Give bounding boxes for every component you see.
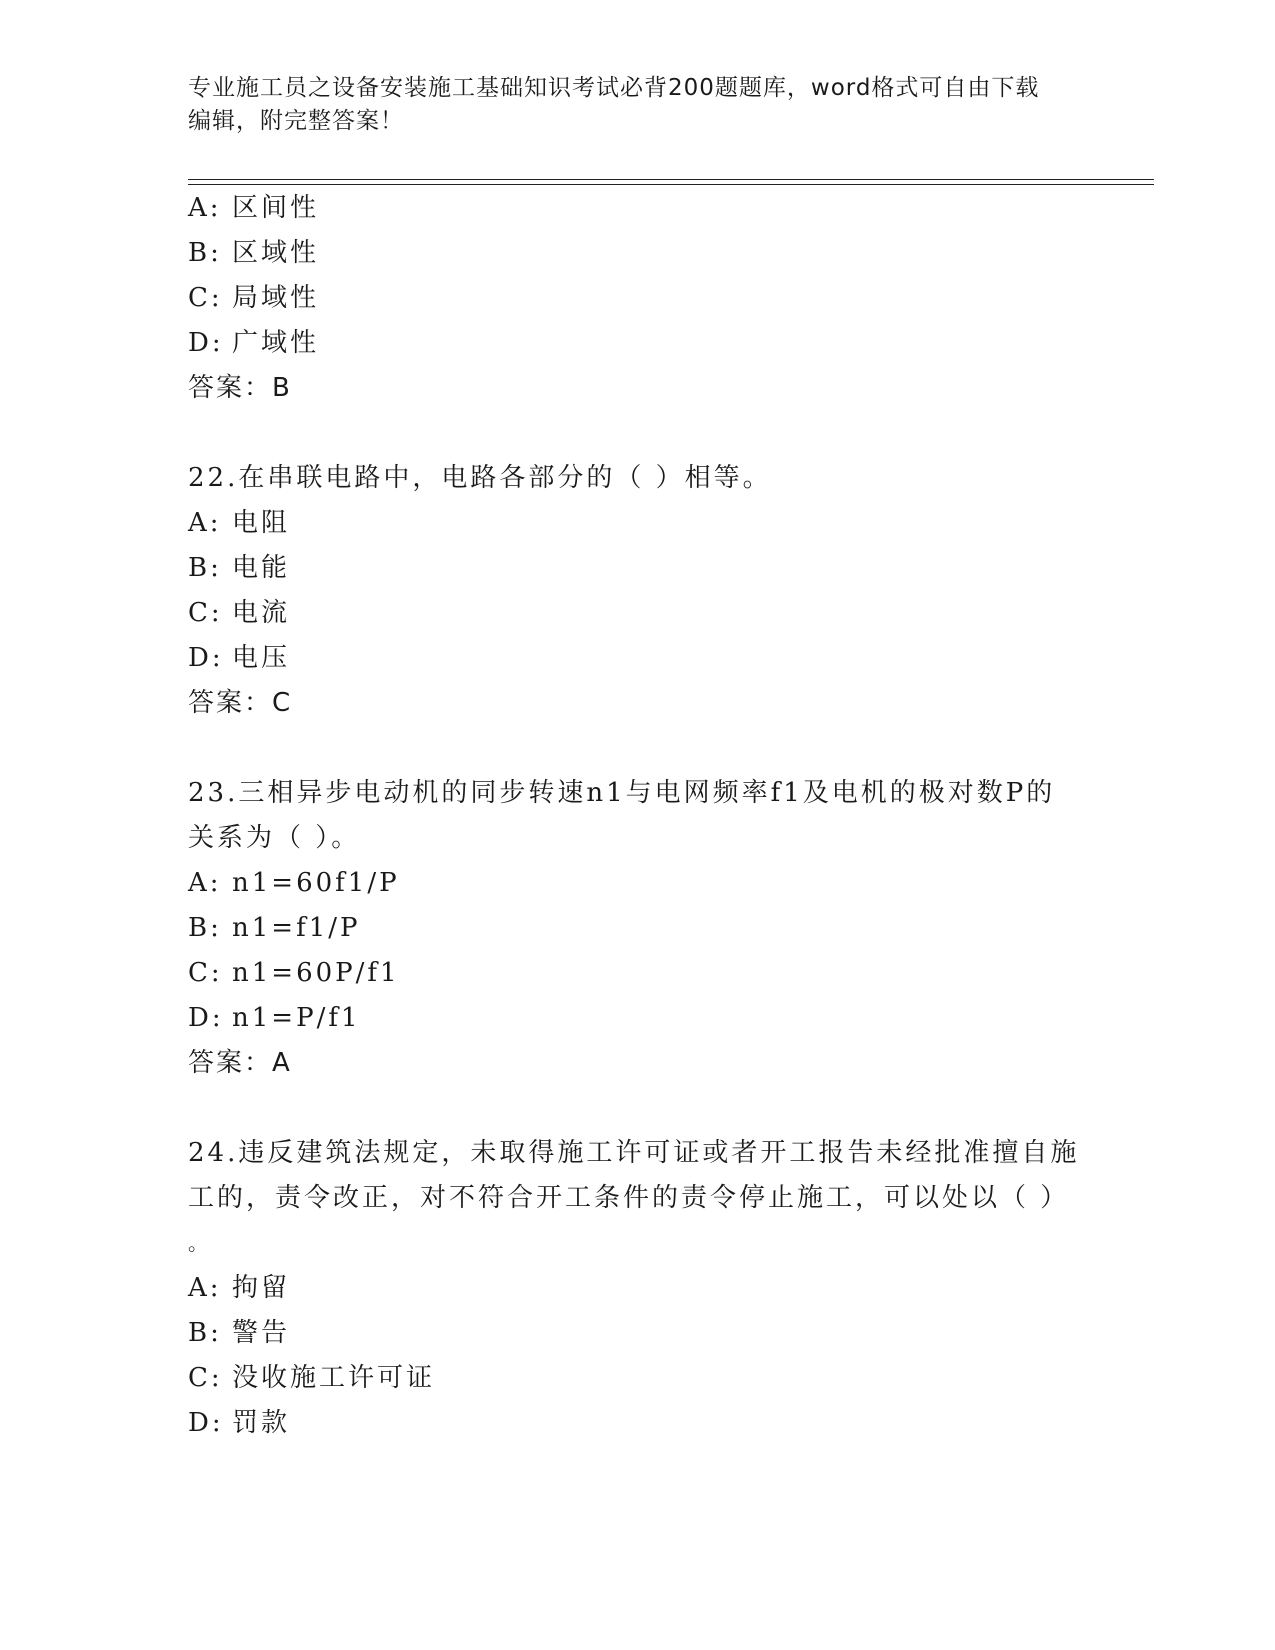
q24-option-b: B: 警告: [188, 1318, 291, 1348]
q23-option-a: A: n1=60f1/P: [188, 868, 400, 898]
q23-option-b: B: n1=f1/P: [188, 913, 361, 943]
q24-option-a: A: 拘留: [188, 1273, 291, 1303]
q21-option-d: D: 广域性: [188, 328, 320, 358]
q22-answer: 答案：C: [188, 688, 293, 718]
q23-answer: 答案：A: [188, 1048, 292, 1078]
q21-option-b: B: 区域性: [188, 238, 320, 268]
header-rule-bottom: [188, 184, 1154, 185]
header-line-1: 专业施工员之设备安装施工基础知识考试必背200题题库，word格式可自由下载: [188, 75, 1040, 101]
q22-option-b: B: 电能: [188, 553, 291, 583]
q23-option-c: C: n1=60P/f1: [188, 958, 400, 988]
q24-option-c: C: 没收施工许可证: [188, 1363, 436, 1393]
q23-question-line-2: 关系为（ ）。: [188, 823, 361, 853]
q21-option-a: A: 区间性: [188, 193, 320, 223]
q24-question-line-3: 。: [188, 1231, 211, 1255]
q24-question-line-2: 工的，责令改正，对不符合开工条件的责令停止施工，可以处以（ ）: [188, 1183, 1070, 1213]
q22-option-a: A: 电阻: [188, 508, 291, 538]
q21-option-c: C: 局域性: [188, 283, 320, 313]
header-line-2: 编辑，附完整答案！: [188, 108, 404, 134]
q22-option-c: C: 电流: [188, 598, 291, 628]
q23-question-line-1: 23.三相异步电动机的同步转速n1与电网频率f1及电机的极对数P的: [188, 778, 1056, 808]
q22-question: 22.在串联电路中，电路各部分的（ ）相等。: [188, 463, 772, 493]
q22-option-d: D: 电压: [188, 643, 291, 673]
q24-question-line-1: 24.违反建筑法规定，未取得施工许可证或者开工报告未经批准擅自施: [188, 1138, 1080, 1168]
q21-answer: 答案：B: [188, 373, 292, 403]
header-rule-top: [188, 179, 1154, 180]
q23-option-d: D: n1=P/f1: [188, 1003, 361, 1033]
q24-option-d: D: 罚款: [188, 1408, 291, 1438]
document-header: [188, 72, 1088, 138]
